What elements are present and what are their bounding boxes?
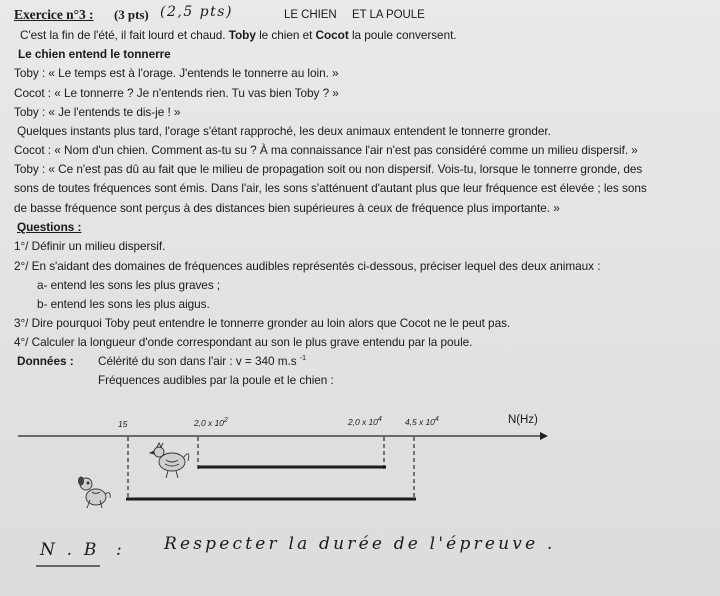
nb-colon: :: [116, 540, 125, 560]
story-title-1: LE CHIEN: [284, 9, 337, 21]
points-label: (3 pts): [114, 7, 149, 22]
question-4: 4°/ Calculer la longueur d'onde correspondant au son le plus grave entendu par la poule.: [14, 335, 473, 349]
intro-part2: le chien et: [259, 28, 313, 42]
tick-2e2-text: 2,0 x 10: [194, 417, 224, 428]
nb-label: N . B: [40, 540, 100, 560]
intro-cocot: Cocot: [315, 28, 349, 42]
tick-2e4-exp: 4: [377, 416, 382, 423]
dialogue-line-6: Toby : « Ce n'est pas dû au fait que le milieu de propagation soit ou non dispersif. Vois-tu, lorsque le tonnerre gronde, des: [14, 162, 643, 176]
tick-45e4-exp: 4: [434, 416, 439, 423]
question-3: 3°/ Dire pourquoi Toby peut entendre le tonnerre gronder au loin alors que Cocot ne le peut pas.: [14, 316, 511, 330]
dog-icon: [79, 477, 111, 508]
question-1: 1°/ Définir un milieu dispersif.: [14, 239, 166, 253]
question-2b: b- entend les sons les plus aigus.: [37, 297, 210, 311]
intro-part1: C'est la fin de l'été, il fait lourd et chaud.: [20, 28, 226, 42]
celerite-exponent: -1: [299, 355, 306, 363]
intro-toby: Toby: [228, 28, 256, 42]
dialogue-line-1: Toby : « Le temps est à l'orage. J'entends le tonnerre au loin. »: [14, 66, 339, 80]
dialogue-line-3: Toby : « Je l'entends te dis-je ! »: [14, 105, 181, 119]
axis-arrowhead: [540, 432, 548, 440]
donnees-label: Données :: [17, 354, 74, 368]
dialogue-line-7: sons de toutes fréquences sont émis. Dans l'air, les sons s'atténuent d'autant plus que leur fréquence est élevée ; les sons: [14, 181, 647, 195]
tick-45e4-text: 4,5 x 10: [405, 416, 435, 427]
handwritten-points: (2,5 pts): [160, 4, 233, 20]
question-2a: a- entend les sons les plus graves ;: [37, 278, 221, 292]
intro-part3: la poule conversent.: [351, 28, 457, 42]
hen-icon: [150, 443, 189, 478]
dialogue-line-5: Cocot : « Nom d'un chien. Comment as-tu su ? À ma connaissance l'air n'est pas considéré comme un milieu dispersif. »: [14, 143, 638, 157]
dialogue-line-4: Quelques instants plus tard, l'orage s'étant rapproché, les deux animaux entendent le tonnerre gronder.: [17, 124, 551, 138]
dialogue-line-2: Cocot : « Le tonnerre ? Je n'entends rien. Tu vas bien Toby ? »: [14, 86, 339, 100]
exercise-title: Exercice n°3 :: [14, 7, 94, 22]
donnees-frequences: Fréquences audibles par la poule et le chien :: [98, 373, 334, 387]
tick-2e4-text: 2,0 x 10: [348, 416, 378, 427]
dialogue-line-8: de basse fréquence sont perçus à des distances bien supérieures à ceux de fréquence plus importante. »: [14, 201, 560, 215]
tick-2e2-exp: 2: [223, 417, 228, 424]
axis-unit: N(Hz): [508, 414, 538, 426]
tick-label-15: 15: [118, 419, 128, 429]
story-title-2: ET LA POULE: [352, 9, 425, 21]
nb-text: Respecter la durée de l'épreuve .: [164, 534, 556, 554]
questions-heading: Questions :: [17, 220, 82, 234]
section-subtitle: Le chien entend le tonnerre: [18, 47, 171, 61]
question-2: 2°/ En s'aidant des domaines de fréquences audibles représentés ci-dessous, préciser lequel des deux animaux :: [14, 259, 601, 273]
celerite-text: Célérité du son dans l'air : v = 340 m.s: [98, 354, 297, 368]
